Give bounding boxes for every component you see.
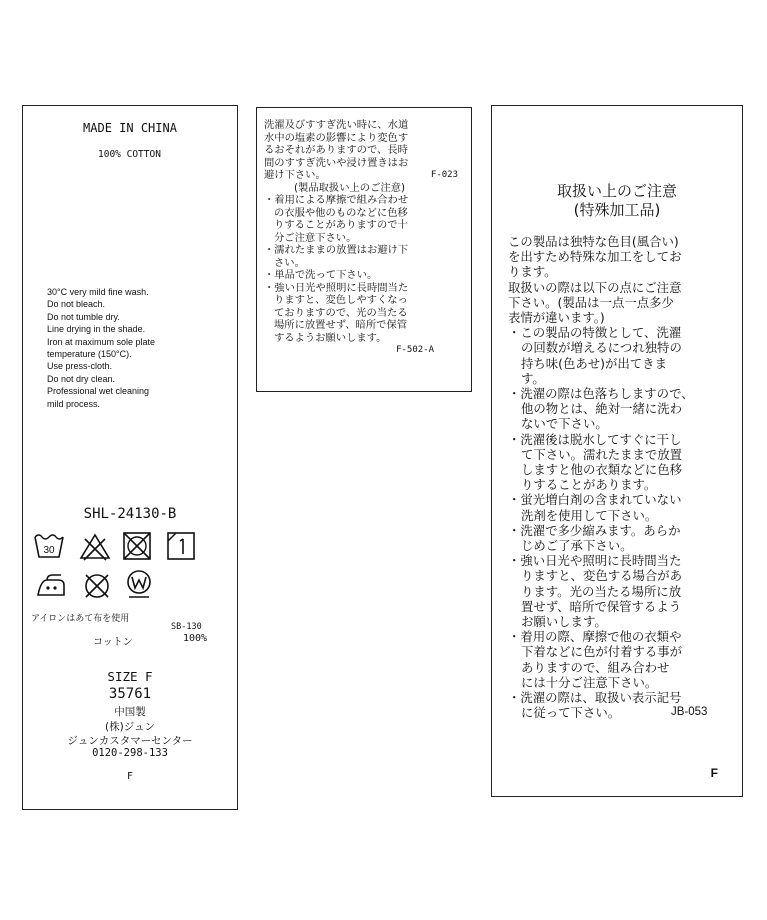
care-line: mild process. bbox=[47, 398, 101, 409]
bullet-line: ・洗濯後は脱水してすぐに干し bbox=[508, 431, 682, 447]
bullet-line: ないで下さい。 bbox=[521, 416, 608, 432]
care-label-main bbox=[22, 105, 238, 810]
size-mark: F bbox=[710, 766, 718, 780]
bullet-line: 洗剤を使用して下さい。 bbox=[521, 507, 658, 523]
care-line: Do not dry clean. bbox=[47, 373, 116, 384]
intro-line: 表情が違います。) bbox=[508, 310, 605, 326]
bullet-line: 場所に放置せず、暗所で保管 bbox=[274, 319, 408, 331]
bullet-line: 持ち味(色あせ)が出てきま bbox=[521, 355, 667, 371]
phone-number: 0120-298-133 bbox=[92, 747, 168, 759]
sb-code: SB-130 bbox=[171, 622, 202, 632]
bullet-line: ・この製品の特徴として、洗濯 bbox=[508, 325, 682, 341]
special-body bbox=[508, 234, 740, 721]
intro-line: 取扱いの際は以下の点にご注意 bbox=[508, 279, 682, 295]
no-tumble-dry-icon bbox=[121, 531, 153, 561]
care-line: temperature (150°C). bbox=[47, 349, 132, 360]
care-line: Iron at maximum sole plate bbox=[47, 336, 156, 347]
bullet-line: ・着用の際、摩擦で他の衣類や bbox=[508, 629, 682, 645]
bullet-line: ・着用による摩擦で組み合わせ bbox=[264, 194, 409, 206]
bullet-line: お願いします。 bbox=[521, 614, 607, 630]
care-line: Do not tumble dry. bbox=[47, 311, 120, 322]
bullet-line: 他の物とは、絶対一緒に洗わ bbox=[521, 401, 683, 417]
intro-line: 下さい。(製品は一点一点多少 bbox=[508, 294, 674, 310]
line-dry-shade-icon bbox=[165, 531, 197, 561]
special-subtitle-text: (特殊加工品) bbox=[573, 201, 661, 219]
bullet-line: りすることがありますので十 bbox=[274, 219, 408, 231]
bullet-line: ・単品で洗って下さい。 bbox=[264, 269, 378, 281]
bullet-line: ・強い日光や照明に長時間当た bbox=[508, 553, 682, 569]
bullet-line: ります。光の当たる場所に放 bbox=[521, 583, 682, 599]
bullet-line: ・蛍光増白剤の含まれていない bbox=[508, 492, 682, 508]
bullet-line: 下着などに色が付着する事が bbox=[521, 644, 683, 660]
no-bleach-icon bbox=[79, 531, 111, 561]
care-label-notice bbox=[256, 107, 472, 392]
product-code: SHL-24130-B bbox=[83, 506, 177, 522]
no-dry-clean-icon bbox=[81, 571, 113, 601]
bullet-line: りますと、変色する場合があ bbox=[521, 568, 683, 584]
special-code: JB-053 bbox=[671, 706, 708, 719]
bullet-line: の衣服や他のものなどに色移 bbox=[274, 206, 408, 219]
notice-line: るおそれがありますので、長時 bbox=[264, 144, 408, 156]
care-line: Line drying in the shade. bbox=[47, 324, 146, 335]
care-line: Professional wet cleaning bbox=[47, 386, 150, 397]
notice-text bbox=[264, 119, 464, 357]
care-line: 30°C very mild fine wash. bbox=[47, 287, 149, 297]
bullet-line: ・洗濯の際は色落ちしますので、 bbox=[508, 386, 694, 402]
bullet-line: りすることがあります。 bbox=[521, 477, 657, 493]
composition-text: 100% COTTON bbox=[98, 149, 161, 160]
origin-jp: 中国製 bbox=[114, 706, 146, 718]
customer-center: ジュンカスタマーセンター bbox=[67, 735, 193, 747]
company-name: (株)ジュン bbox=[105, 721, 155, 733]
bullet-line: ておりますので、光の当たる bbox=[274, 306, 408, 319]
bullet-line: ありますので、組み合わせ bbox=[521, 659, 670, 675]
material-jp: コットン bbox=[93, 637, 133, 648]
wash-temp-text: 30 bbox=[43, 545, 55, 556]
notice-line: 間のすすぎ洗いや浸け置きはお bbox=[264, 156, 409, 169]
bullet-line: ・濡れたままの放置はお避け下 bbox=[264, 244, 409, 256]
item-number: 35761 bbox=[108, 686, 152, 702]
notice-heading: (製品取扱い上のご注意) bbox=[294, 181, 406, 194]
care-line: Use press-cloth. bbox=[47, 361, 113, 372]
bullet-line: て下さい。濡れたままで放置 bbox=[521, 446, 683, 462]
bullet-line: に従って下さい。 bbox=[521, 705, 621, 721]
made-in-text: MADE IN CHINA bbox=[83, 121, 177, 135]
bullet-line: 分ご注意下さい。 bbox=[274, 231, 357, 244]
intro-line: この製品は独特な色目(風合い) bbox=[508, 234, 679, 249]
bullet-line: す。 bbox=[521, 370, 545, 386]
bullet-line: するようお願いします。 bbox=[274, 331, 387, 344]
bullet-line: ・強い日光や照明に長時間当た bbox=[264, 281, 409, 294]
intro-line: ります。 bbox=[508, 264, 557, 280]
special-title bbox=[492, 182, 742, 220]
wash-30-icon bbox=[33, 531, 65, 561]
wet-clean-mild-icon bbox=[123, 568, 155, 600]
bullet-line: しますと他の衣類などに色移 bbox=[521, 462, 683, 478]
care-instructions bbox=[47, 286, 155, 410]
intro-line: を出すため特殊な加工をしてお bbox=[508, 249, 682, 265]
iron-medium-icon bbox=[35, 571, 67, 601]
bullet-line: さい。 bbox=[274, 256, 305, 269]
care-label-special bbox=[491, 105, 743, 797]
notice-code: F-023 bbox=[430, 170, 458, 180]
bullet-line: ・洗濯で多少縮みます。あらか bbox=[508, 522, 681, 538]
notice-code: F-502-A bbox=[396, 345, 434, 355]
material-percent: 100% bbox=[183, 633, 208, 644]
bullet-line: ・洗濯の際は、取扱い表示記号 bbox=[508, 690, 682, 706]
size-mark: F bbox=[126, 771, 134, 782]
notice-line: 洗濯及びすすぎ洗い時に、水道 bbox=[264, 119, 409, 131]
bullet-line: りますと、変色しやすくなっ bbox=[274, 294, 408, 306]
care-line: Do not bleach. bbox=[47, 299, 106, 310]
bullet-line: には十分ご注意下さい。 bbox=[521, 674, 658, 690]
iron-note: アイロンはあて布を使用 bbox=[31, 614, 130, 624]
notice-line: 水中の塩素の影響により変色す bbox=[264, 131, 409, 144]
size-text: SIZE F bbox=[107, 669, 153, 684]
notice-line: 避け下さい。 bbox=[264, 169, 326, 181]
bullet-line: 置せず、暗所で保管するよう bbox=[521, 598, 682, 614]
special-title-text: 取扱い上のご注意 bbox=[556, 182, 677, 200]
bullet-line: の回数が増えるにつれ独特の bbox=[521, 340, 682, 356]
bullet-line: じめご了承下さい。 bbox=[521, 538, 633, 554]
